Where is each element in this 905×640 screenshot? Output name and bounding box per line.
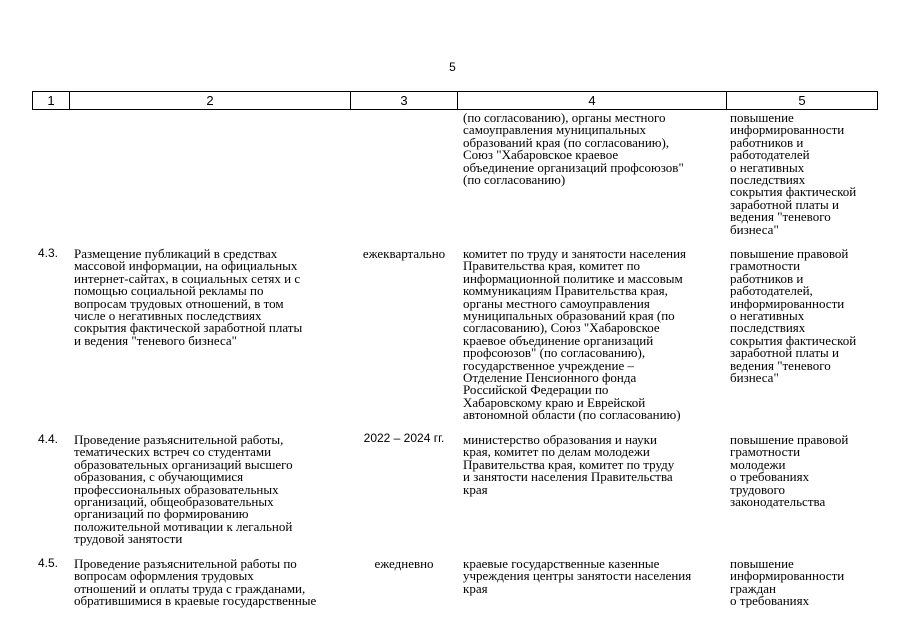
row-number-4-5: 4.5. — [38, 556, 59, 570]
row-4-4-deadline: 2022 – 2024 гг. — [363, 431, 445, 445]
row-4-3-result: повышение правовой грамотности работников и работодателей, информированности о негативных последствиях сокрытия фактической заработной платы и ведения "теневого бизнеса" — [730, 246, 857, 386]
row-4-4-executors: министерство образования и науки края, комитет по делам молодежи Правительства края, комитет по труду и занятости населения Правительства края — [463, 432, 675, 497]
row-4-4-activity: Проведение разъяснительной работы, тематических встреч со студентами образовательных организаций высшего образования, с обучающимися профессиональных образовательных организаций, общеобразовательных организаций по формированию положительной мотивации к легальной трудовой занятости — [74, 432, 293, 547]
row-4-3-activity: Размещение публикаций в средствах массовой информации, на официальных интернет-сайтах, в социальных сетях и с помощью социальной рекламы по вопросам трудовых отношений, в том числе о негативных последствиях сокрытия фактической заработной платы и ведения "теневого бизнеса" — [74, 246, 303, 348]
row-4-3-executors: комитет по труду и занятости населения Правительства края, комитет по информационной политике и массовым коммуникациям Правительства края, органы местного самоуправления муниципальных образований края (по согласованию), Союз "Хабаровское краевое объединение организаций профсоюзов" (по согласованию), государственное учреждение – Отделение Пенсионного фонда Российской Федерации по Хабаровскому краю и Еврейской автономной области (по согласованию) — [463, 246, 687, 423]
continued-result-cell: повышение информированности работников и работодателей о негативных последствиях сокрытия фактической заработной платы и ведения "теневого бизнеса" — [730, 110, 857, 237]
row-4-5-executors: краевые государственные казенные учреждения центры занятости населения края — [463, 556, 692, 596]
row-4-5-result: повышение информированности граждан о требованиях — [730, 556, 845, 609]
row-number-4-3: 4.3. — [38, 246, 59, 260]
column-header-4: 4 — [458, 92, 727, 110]
column-header-5: 5 — [727, 92, 878, 110]
column-header-row — [32, 91, 878, 110]
page-number: 5 — [449, 60, 456, 74]
row-4-3-deadline: ежеквартально — [362, 246, 446, 261]
column-header-3: 3 — [351, 92, 458, 110]
row-number-4-4: 4.4. — [38, 432, 59, 446]
column-header-2: 2 — [70, 92, 351, 110]
column-header-1: 1 — [33, 92, 70, 110]
row-4-5-deadline: ежедневно — [374, 556, 434, 571]
continued-executors-cell: (по согласованию), органы местного самоуправления муниципальных образований края (по согласованию), Союз "Хабаровское краевое объединение организаций профсоюзов" (по согласованию) — [463, 110, 684, 188]
row-4-5-activity: Проведение разъяснительной работы по вопросам оформления трудовых отношений и оплаты труда с гражданами, обратившимися в краевые государственные — [74, 556, 317, 609]
row-4-4-result: повышение правовой грамотности молодежи о требованиях трудового законодательства — [730, 432, 849, 510]
